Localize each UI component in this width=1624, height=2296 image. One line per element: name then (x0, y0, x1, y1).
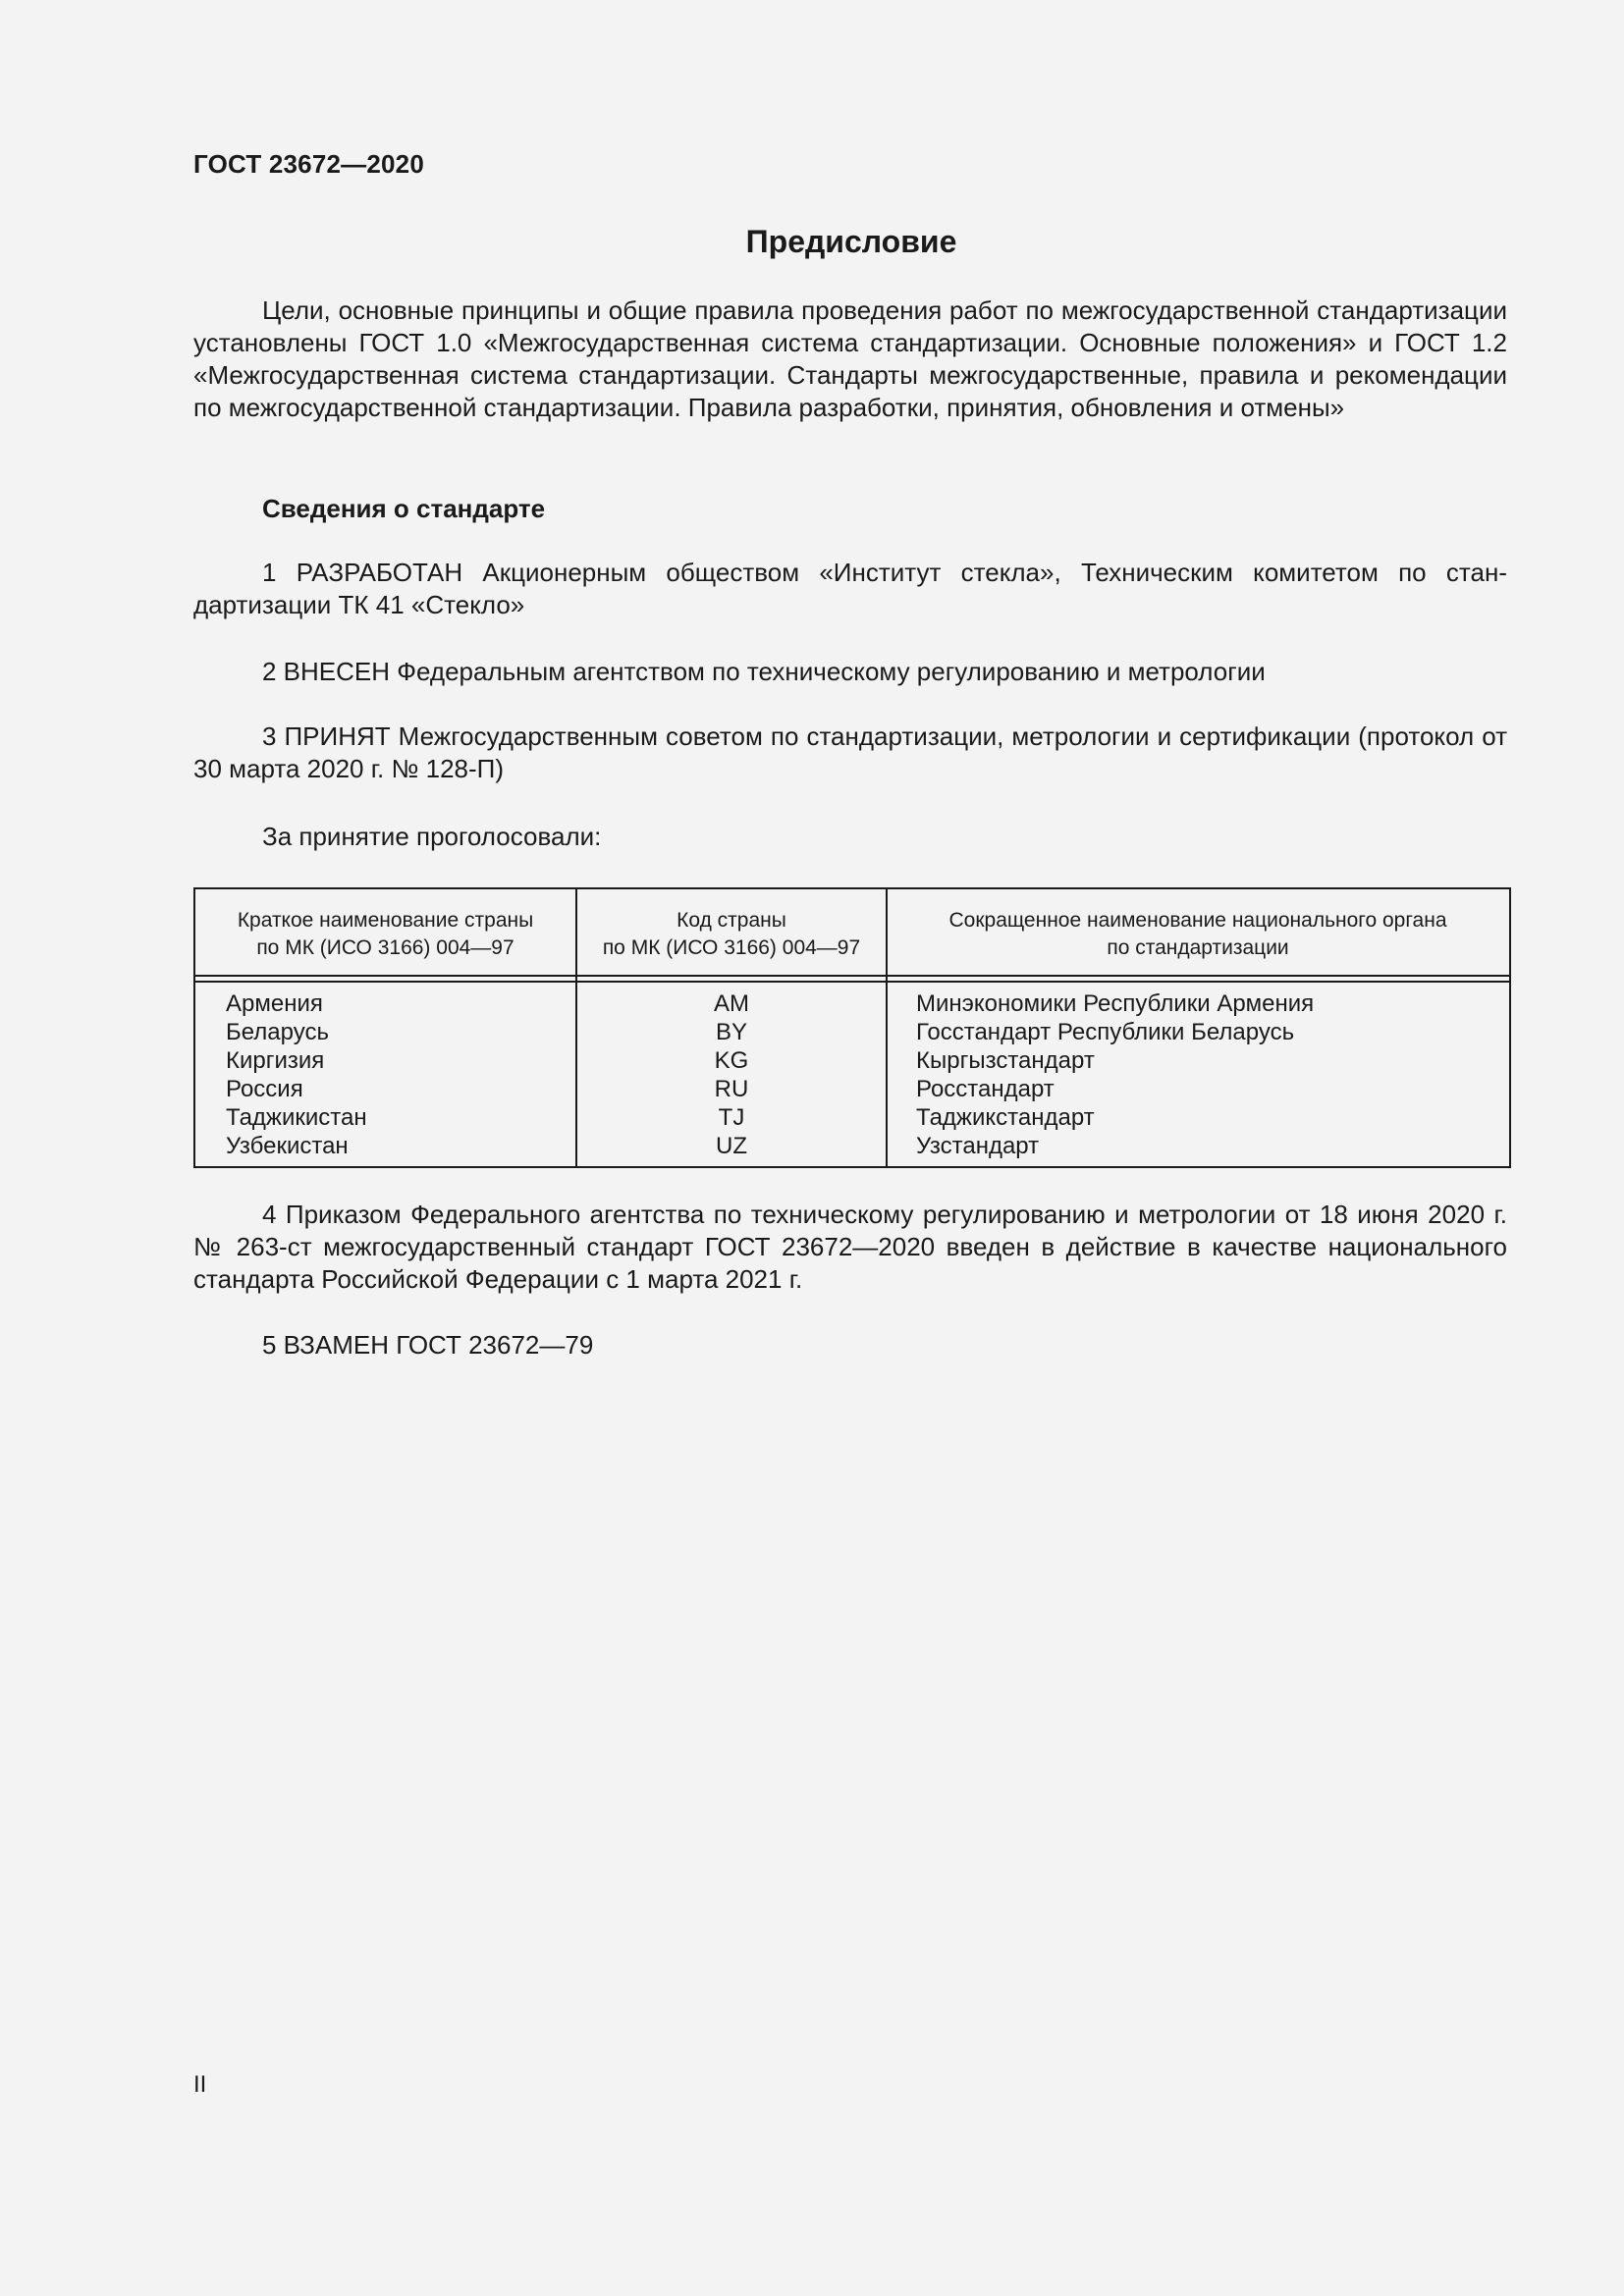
item-5-paragraph: 5 ВЗАМЕН ГОСТ 23672—79 (262, 1330, 594, 1360)
table-cell-body: Кыргызстандарт (916, 1047, 1095, 1074)
document-page (193, 0, 1509, 2296)
table-header-rule (195, 975, 1509, 977)
table-cell-code: AM (714, 990, 749, 1017)
item-1-paragraph: 1 РАЗРАБОТАН Акционерным обществом «Институт стекла», Техническим комитетом по стандартизации ТК 41 «Стекло» (193, 558, 1507, 619)
table-cell-body: Таджикстандарт (916, 1104, 1095, 1131)
intro-paragraph: Цели, основные принципы и общие правила проведения работ по межгосударственной стандартизации установлены ГОСТ 1.0 «Межгосударственная система стандартизации. Основные положения» и ГОСТ 1.2 «Межгосударственная система стандартизации. Стандарты межгосударственные, правила и рекомендации по межгосударственной стандартизации. Правила разработки, принятия, обновления и отмены» (193, 295, 1507, 422)
table-header-country: Краткое наименование страны по МК (ИСО 3166) 004—97 (237, 909, 534, 959)
table-header-code: Код страны по МК (ИСО 3166) 004—97 (602, 909, 861, 959)
page-title: Предисловие (745, 224, 957, 259)
table-cell-country: Узбекистан (226, 1133, 349, 1159)
page-number: II (193, 2071, 207, 2098)
table-cell-country: Армения (226, 990, 323, 1017)
table-cell-body: Росстандарт (916, 1076, 1055, 1102)
table-column-code (577, 989, 886, 1160)
item-2-paragraph: 2 ВНЕСЕН Федеральным агентством по техническому регулированию и метрологии (262, 657, 1266, 686)
table-cell-code: KG (714, 1047, 749, 1074)
table-cell-country: Киргизия (226, 1047, 325, 1074)
table-cell-body: Узстандарт (916, 1133, 1040, 1159)
section-heading: Сведения о стандарте (262, 494, 546, 523)
table-cell-body: Минэкономики Республики Армения (916, 990, 1315, 1017)
table-header-rule (195, 981, 1509, 983)
document-code-header: ГОСТ 23672—2020 (193, 149, 424, 179)
table-cell-code: UZ (716, 1133, 747, 1159)
table-cell-country: Беларусь (226, 1019, 329, 1045)
vote-intro-text: За принятие проголосовали: (262, 822, 602, 851)
table-cell-country: Россия (226, 1076, 303, 1102)
table-cell-code: BY (715, 1019, 747, 1045)
item-3-paragraph: 3 ПРИНЯТ Межгосударственным советом по стандартизации, метрологии и сертификации (протокол от 30 марта 2020 г. № 128-П) (193, 721, 1507, 783)
item-4-paragraph: 4 Приказом Федерального агентства по техническому регулированию и метрологии от 18 июня 2020 г. № 263-ст межгосударственный стандарт ГОСТ 23672—2020 введен в действие в качестве национального стандарта Российской Федерации с 1 марта 2021 г. (193, 1200, 1507, 1294)
table-cell-code: TJ (718, 1104, 745, 1131)
table-cell-code: RU (714, 1076, 749, 1102)
table-column-country (226, 989, 560, 1160)
table-cell-country: Таджикистан (226, 1104, 367, 1131)
table-cell-body: Госстандарт Республики Беларусь (916, 1019, 1295, 1045)
table-column-national-body (916, 989, 1505, 1160)
table-header-national-body: Сокращенное наименование национального органа по стандартизации (948, 909, 1447, 959)
voting-countries-table (193, 887, 1511, 1168)
